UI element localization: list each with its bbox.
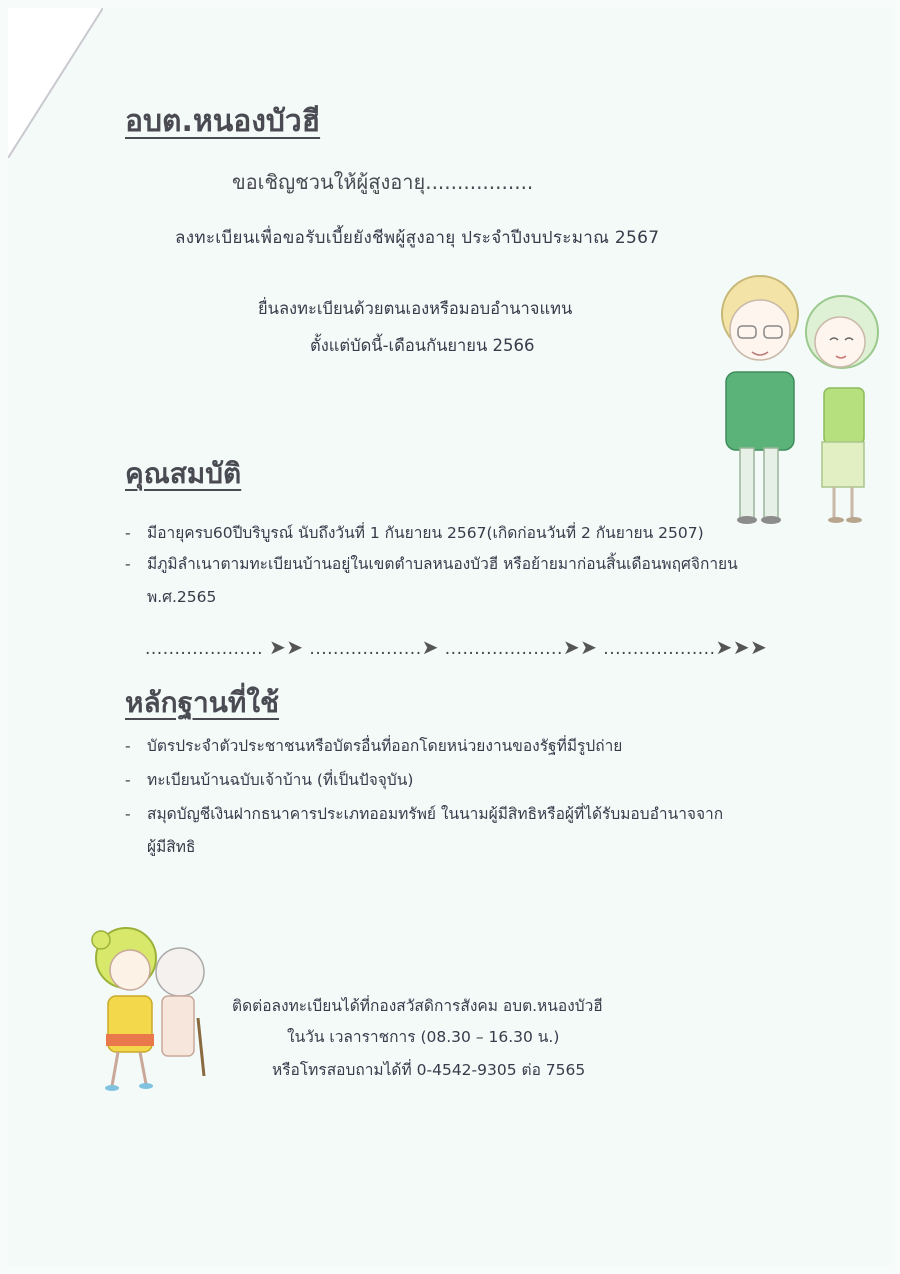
- list-item: [125, 735, 845, 757]
- qualifications-title: คุณสมบัติ: [125, 457, 242, 490]
- contact-location: ติดต่อลงทะเบียนได้ที่กองสวัสดิการสังคม อบต.หนองบัวฮี: [232, 997, 603, 1015]
- contact-phone: หรือโทรสอบถามได้ที่ 0-4542-9305 ต่อ 7565: [272, 1061, 586, 1079]
- arrow-icon: ➤: [268, 635, 287, 659]
- arrow-icon: ➤: [562, 635, 581, 659]
- evidence-title: หลักฐานที่ใช้: [125, 686, 280, 719]
- qualification-residence-cont: พ.ศ.2565: [147, 588, 217, 606]
- separator-dots: ...................: [603, 639, 716, 659]
- bullet-dash: -: [125, 524, 131, 542]
- arrow-icon: ➤: [580, 635, 598, 659]
- evidence-id-card: บัตรประจำตัวประชาชนหรือบัตรอื่นที่ออกโดยหน่วยงานของรัฐที่มีรูปถ่าย: [147, 737, 623, 755]
- list-item: [125, 522, 865, 544]
- period-line: ตั้งแต่บัดนี้-เดือนกันยายน 2566: [310, 336, 535, 355]
- list-item: [125, 803, 845, 858]
- qualification-age: มีอายุครบ60ปีบริบูรณ์ นับถึงวันที่ 1 กันยายน 2567(เกิดก่อนวันที่ 2 กันยายน 2507): [147, 524, 704, 542]
- invite-line: ขอเชิญชวนให้ผู้สูงอายุ.................: [232, 170, 534, 194]
- arrow-icon: ➤: [732, 635, 751, 659]
- qualification-residence: มีภูมิลำเนาตามทะเบียนบ้านอยู่ในเขตตำบลหนองบัวฮี หรือย้ายมาก่อนสิ้นเดือนพฤศจิกายน: [147, 555, 738, 573]
- arrow-icon: ➤: [286, 635, 304, 659]
- evidence-bank-book: สมุดบัญชีเงินฝากธนาคารประเภทออมทรัพย์ ในนามผู้มีสิทธิหรือผู้ที่ได้รับมอบอำนาจจาก: [147, 805, 724, 823]
- decorative-separator: [145, 635, 767, 659]
- separator-dots: ...................: [309, 639, 422, 659]
- bullet-dash: -: [125, 805, 131, 823]
- arrow-icon: ➤: [750, 635, 768, 659]
- org-title: อบต.หนองบัวฮี: [125, 104, 321, 139]
- qualifications-list: [125, 522, 865, 617]
- caregiver-with-elder-illustration: [88, 926, 218, 1094]
- register-line: ลงทะเบียนเพื่อขอรับเบี้ยยังชีพผู้สูงอายุ ประจำปีงบประมาณ 2567: [175, 228, 660, 248]
- elderly-couple-illustration: [712, 272, 888, 528]
- arrow-icon: ➤: [421, 635, 439, 659]
- separator-dots: ....................: [444, 639, 563, 659]
- contact-hours: ในวัน เวลาราชการ (08.30 – 16.30 น.): [287, 1028, 560, 1046]
- arrow-icon: ➤: [715, 635, 733, 659]
- bullet-dash: -: [125, 771, 131, 789]
- page-fold-shadow: [8, 8, 103, 158]
- bullet-dash: -: [125, 737, 131, 755]
- bullet-dash: -: [125, 555, 131, 573]
- separator-dots: ....................: [145, 639, 264, 659]
- evidence-house-registration: ทะเบียนบ้านฉบับเจ้าบ้าน (ที่เป็นปัจจุบัน): [147, 771, 414, 789]
- list-item: [125, 769, 845, 791]
- evidence-bank-book-cont: ผู้มีสิทธิ: [147, 838, 196, 856]
- evidence-list: [125, 735, 845, 870]
- submit-line: ยื่นลงทะเบียนด้วยตนเองหรือมอบอำนาจแทน: [258, 299, 573, 318]
- list-item: [125, 553, 865, 608]
